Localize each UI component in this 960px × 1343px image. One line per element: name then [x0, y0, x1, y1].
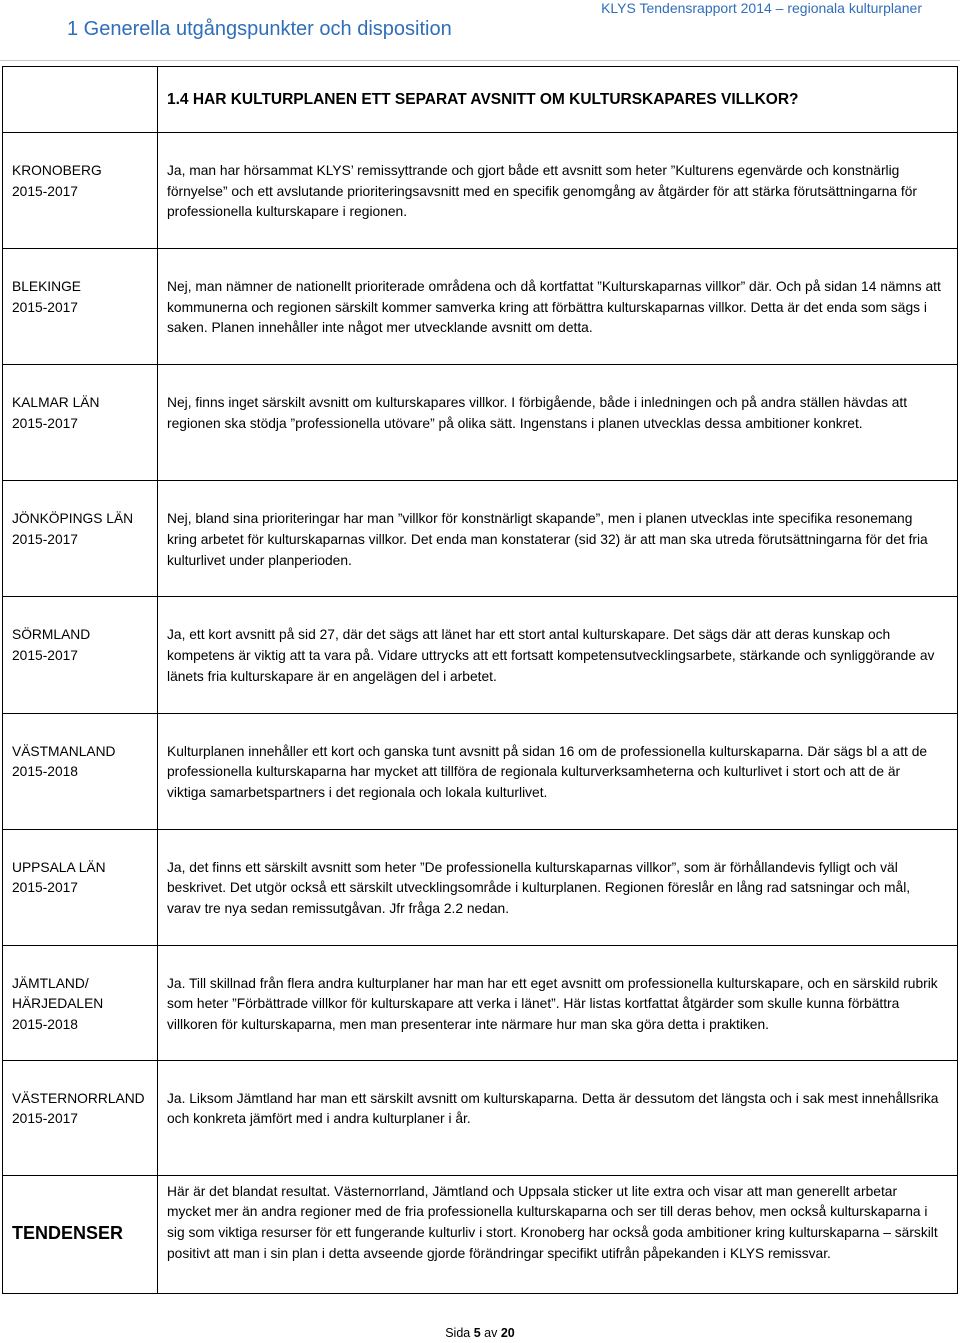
region-text: Ja, man har hörsammat KLYS’ remissyttrande och gjort både ett avsnitt som heter ”Kulturens egenvärde och konstnärlig förnyelse” och ett avslutande prioriteringsavsnitt med en specifik genomgång av åtgärder för att stärka förutsättningarna för professionella kulturskapare i regionen. [158, 133, 958, 249]
region-text: Ja, det finns ett särskilt avsnitt som heter ”De professionella kulturskaparnas villkor”, som är förhållandevis fylligt och väl beskrivet. Det utgör också ett särskilt utvecklingsområde i kulturplanen. Regionen föreslår en lång rad satsningar och mål, varav tre nya sedan remissutgåvan. Jfr fråga 2.2 nedan. [158, 829, 958, 945]
region-cell [3, 829, 158, 945]
region-period: 2015-2017 [12, 1111, 78, 1127]
footer-page-number: 5 [473, 1326, 481, 1340]
region-period: 2015-2017 [12, 415, 78, 431]
region-period: 2015-2017 [12, 299, 78, 315]
region-table [2, 66, 958, 1294]
region-name: BLEKINGE [12, 279, 82, 295]
tendens-row [3, 1175, 958, 1293]
table-row [3, 713, 958, 829]
region-text: Nej, finns inget särskilt avsnitt om kulturskapares villkor. I förbigående, både i inledningen och på andra ställen hävdas att regionen ska stödja ”professionella utövare” på olika sätt. Ingenstans i planen utvecklas dessa ambitioner konkret. [158, 365, 958, 481]
tendens-text: Här är det blandat resultat. Västernorrland, Jämtland och Uppsala sticker ut lite extra och visar att man generellt arbetar mycket mer än andra regioner med de fria professionella kulturskaparna och ser till deras behov, men också kulturskaparna i sig som viktiga resurser för ett fungerande kulturliv i stort. Kronoberg har också goda ambitioner kring kulturskaparna – särskilt positivt att man i sin plan i detta avseende gjorde förändringar specifikt utifrån påpekanden i KLYS remissvar. [158, 1175, 958, 1293]
question-spacer-cell [3, 67, 158, 133]
region-cell [3, 945, 158, 1060]
tendens-label: TENDENSER [12, 1223, 124, 1244]
region-name: KRONOBERG [12, 163, 102, 179]
region-name: VÄSTMANLAND [12, 743, 116, 759]
question-cell [158, 67, 958, 133]
footer-av-label: av [484, 1326, 498, 1340]
region-period: 2015-2018 [12, 1016, 78, 1032]
table-row [3, 249, 958, 365]
region-text: Kulturplanen innehåller ett kort och ganska tunt avsnitt på sidan 16 om de professionella kulturskaparna. Där sägs bl a att de professionella kulturskaparna har mycket att tillföra de regionala kulturverksamheterna och kulturlivet i stort och att de är viktiga samarbetspartners i det regionala och lokala kulturlivet. [158, 713, 958, 829]
table-row [3, 597, 958, 713]
region-name: VÄSTERNORRLAND [12, 1090, 145, 1106]
region-name: UPPSALA LÄN [12, 859, 106, 875]
region-period: 2015-2017 [12, 648, 78, 664]
region-text: Ja, ett kort avsnitt på sid 27, där det sägs att länet har ett stort antal kulturskapare. Det sägs där att deras kunskap och kompetens är viktig att ta vara på. Vidare uttrycks att ett fortsatt kompetensutvecklingsarbete, stärkande och synliggörande av länets fria kulturskapare är en angelägen del i arbetet. [158, 597, 958, 713]
region-name: JÖNKÖPINGS LÄN [12, 511, 134, 527]
region-cell [3, 481, 158, 597]
table-row [3, 829, 958, 945]
table-row [3, 365, 958, 481]
table-row [3, 481, 958, 597]
region-text: Ja. Till skillnad från flera andra kulturplaner har man har ett eget avsnitt om professionella kulturskapare, och en särskild rubrik som heter ”Förbättrade villkor för kulturskapare att verka i länet”. Här listas kortfattat åtgärder som skulle kunna förbättra villkoren för kulturskaparna, men man presenterar inte närmare hur man ska göra detta i praktiken. [158, 945, 958, 1060]
region-cell [3, 1060, 158, 1175]
region-name: KALMAR LÄN [12, 395, 100, 411]
tendens-label-cell [3, 1175, 158, 1293]
region-period: 2015-2017 [12, 880, 78, 896]
table-row [3, 1060, 958, 1175]
region-cell [3, 133, 158, 249]
question-row [3, 67, 958, 133]
region-text: Nej, bland sina prioriteringar har man ”villkor för konstnärligt skapande”, men i planen utvecklas inte specifika resonemang kring arbetet för kulturskaparnas villkor. Det enda man konstaterar (sid 32) är att man ska utreda förutsättningarna för det fria kulturlivet under planperioden. [158, 481, 958, 597]
region-period: 2015-2017 [12, 531, 78, 547]
region-period: 2015-2017 [12, 183, 78, 199]
region-cell [3, 365, 158, 481]
footer-sida-label: Sida [445, 1326, 471, 1340]
region-period: 2015-2018 [12, 764, 78, 780]
region-name: SÖRMLAND [12, 627, 91, 643]
footer-page-total: 20 [500, 1326, 515, 1340]
table-row [3, 133, 958, 249]
region-text: Ja. Liksom Jämtland har man ett särskilt avsnitt om kulturskaparna. Detta är dessutom det längsta och i sak mest innehållsrika och konkreta jämfört med i andra kulturplaner i år. [158, 1060, 958, 1175]
region-name: JÄMTLAND/ HÄRJEDALEN [12, 975, 104, 1012]
table-row [3, 945, 958, 1060]
region-cell [3, 597, 158, 713]
page-footer [0, 1326, 960, 1340]
chapter-title: 1 Generella utgångspunkter och disposition [67, 18, 452, 40]
region-text: Nej, man nämner de nationellt prioriterade områdena och då kortfattat ”Kulturskaparnas villkor” där. Och på sidan 14 nämns att kommunerna och regionen särskilt kommer samverka kring att förbättra kulturskaparnas villkor. Detta är det enda som sägs i saken. Planen innehåller inte något mer utvecklande avsnitt om detta. [158, 249, 958, 365]
header-divider [0, 60, 960, 61]
question-heading: 1.4 HAR KULTURPLANEN ETT SEPARAT AVSNITT OM KULTURSKAPARES VILLKOR? [167, 91, 799, 108]
page-header [0, 0, 960, 60]
region-cell [3, 249, 158, 365]
running-header: KLYS Tendensrapport 2014 – regionala kulturplaner [601, 0, 922, 16]
region-cell [3, 713, 158, 829]
